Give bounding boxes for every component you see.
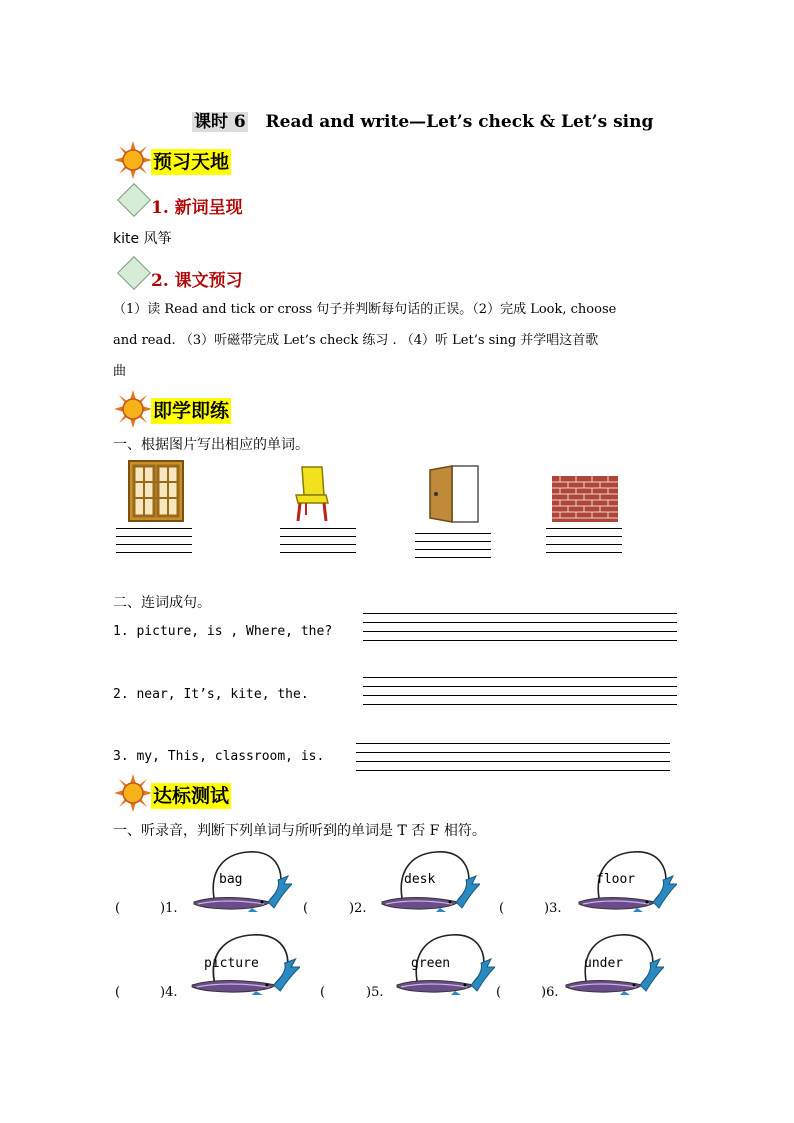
whale-word: floor — [596, 872, 636, 887]
door-picture — [428, 464, 480, 524]
section-practice-heading: 即学即练 — [153, 400, 230, 422]
whale-word: bag — [219, 872, 243, 887]
sentence-1: 1. picture, is , Where, the? — [113, 624, 333, 639]
question-1-text: 一、根据图片写出相应的单词。 — [113, 437, 309, 453]
answer-paren-open[interactable]: ( — [303, 901, 309, 916]
sun-icon — [114, 774, 152, 812]
window-picture — [128, 460, 184, 522]
whale-word: picture — [204, 956, 259, 971]
section-test-heading: 达标测试 — [153, 785, 230, 807]
preview-line-2: and read. （3）听磁带完成 Let’s check 练习 . （4）听 Let’s sing 并学唱这首歌 — [113, 333, 599, 348]
preview-line-3: 曲 — [113, 364, 127, 379]
answer-paren-open[interactable]: ( — [320, 985, 326, 1000]
sub-heading-new-words: 1. 新词呈现 — [151, 198, 243, 218]
write-lines[interactable] — [546, 528, 622, 560]
whale-word: desk — [404, 872, 436, 887]
write-lines[interactable] — [415, 533, 491, 565]
sentence-lines[interactable] — [363, 613, 677, 649]
lesson-title: Read and write—Let’s check & Let’s sing — [265, 112, 654, 132]
write-lines[interactable] — [280, 528, 356, 560]
sentence-2: 2. near, It’s, kite, the. — [113, 687, 309, 702]
sun-icon — [114, 390, 152, 428]
item-number: )6. — [541, 985, 559, 1000]
section-preview-heading: 预习天地 — [153, 151, 230, 173]
answer-paren-open[interactable]: ( — [499, 901, 505, 916]
answer-paren-open[interactable]: ( — [115, 985, 121, 1000]
sun-icon — [114, 141, 152, 179]
sub-heading-text-preview: 2. 课文预习 — [151, 271, 243, 291]
item-number: )2. — [349, 901, 367, 916]
preview-instructions — [113, 294, 683, 387]
preview-line-1: （1）读 Read and tick or cross 句子并判断每句话的正误。（2）完成 Look, choose — [113, 302, 617, 317]
answer-paren-open[interactable]: ( — [496, 985, 502, 1000]
new-word-kite: kite 风筝 — [113, 231, 172, 247]
chair-picture — [292, 465, 332, 523]
lesson-label: 课时 6 — [194, 112, 246, 132]
wall-picture — [552, 476, 618, 522]
item-number: )5. — [366, 985, 384, 1000]
diamond-icon — [117, 256, 151, 290]
item-number: )3. — [544, 901, 562, 916]
answer-paren-open[interactable]: ( — [115, 901, 121, 916]
whale-word: green — [411, 956, 451, 971]
page-title — [192, 107, 653, 132]
sentence-3: 3. my, This, classroom, is. — [113, 749, 325, 764]
item-number: )4. — [160, 985, 178, 1000]
whale-word: under — [584, 956, 624, 971]
test-question-1-text: 一、听录音，判断下列单词与所听到的单词是 T 否 F 相符。 — [113, 823, 486, 839]
sentence-lines[interactable] — [363, 677, 677, 713]
item-number: )1. — [160, 901, 178, 916]
question-2-text: 二、连词成句。 — [113, 595, 211, 611]
diamond-icon — [117, 183, 151, 217]
write-lines[interactable] — [116, 528, 192, 560]
sentence-lines[interactable] — [356, 743, 670, 779]
